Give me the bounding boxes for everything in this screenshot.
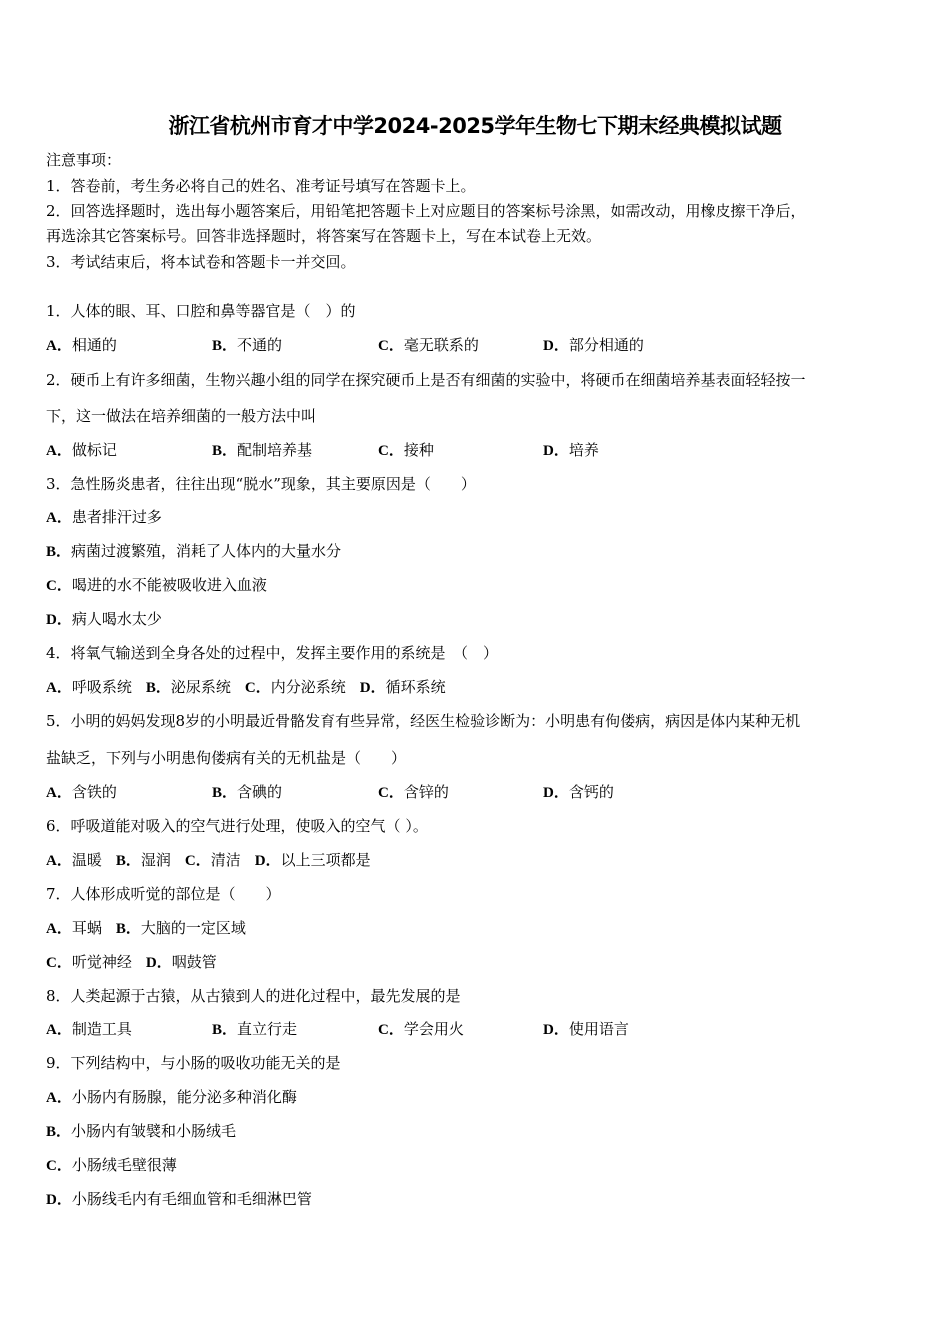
option-text: 听觉神经 [71, 953, 132, 971]
option-letter: B． [145, 680, 171, 696]
option-cell [543, 440, 599, 461]
option-letter: A． [46, 921, 72, 937]
option-letter: D． [543, 1022, 569, 1038]
option-text: 温暖 [71, 851, 102, 869]
option-cell [378, 782, 449, 803]
answer-option [245, 678, 346, 696]
option-row [46, 507, 162, 528]
page-title: 浙江省杭州市育才中学2024-2025学年生物七下期末经典模拟试题 [168, 114, 782, 138]
option-letter: B． [115, 921, 141, 937]
answer-option [212, 783, 282, 801]
option-cell [378, 335, 479, 356]
answer-option [543, 441, 599, 459]
notice-item: 1．答卷前，考生务必将自己的姓名、准考证号填写在答题卡上。 [46, 177, 476, 195]
option-letter: A． [46, 853, 72, 869]
option-letter: B． [46, 544, 72, 560]
notice-item: 3．考试结束后，将本试卷和答题卡一并交回。 [46, 253, 356, 271]
option-letter: B． [212, 785, 238, 801]
question-stem: 2．硬币上有许多细菌，生物兴趣小组的同学在探究硬币上是否有细菌的实验中，将硬币在细菌培养基表面轻轻按一 [46, 371, 806, 389]
option-letter: A． [46, 338, 72, 354]
answer-option [543, 336, 644, 354]
option-text: 病人喝水太少 [71, 610, 162, 628]
option-text: 循环系统 [385, 678, 446, 696]
option-text: 制造工具 [71, 1020, 132, 1038]
option-row [46, 1155, 177, 1176]
option-letter: B． [212, 443, 238, 459]
notice-item: 再选涂其它答案标号。回答非选择题时，将答案写在答题卡上，写在本试卷上无效。 [46, 227, 602, 245]
option-letter: C． [378, 1022, 404, 1038]
question-stem: 5．小明的妈妈发现8岁的小明最近骨骼发育有些异常，经医生检验诊断为：小明患有佝偻病，病因是体内某种无机 [46, 712, 801, 730]
option-cell [46, 440, 117, 461]
option-letter: B． [212, 338, 238, 354]
option-text: 相通的 [71, 336, 117, 354]
answer-option [255, 851, 371, 869]
option-text: 咽鼓管 [171, 953, 217, 971]
answer-option [46, 851, 102, 869]
answer-option [46, 1020, 132, 1038]
option-row [46, 1121, 236, 1142]
option-letter: C． [244, 680, 271, 696]
option-letter: D． [46, 612, 72, 628]
answer-option [212, 441, 312, 459]
option-letter: B． [46, 1124, 72, 1140]
option-letter: A． [46, 1090, 72, 1106]
option-cell [543, 335, 644, 356]
option-line [46, 952, 231, 973]
answer-option [46, 678, 132, 696]
option-text: 含钙的 [568, 783, 614, 801]
answer-option [116, 851, 171, 869]
option-text: 接种 [403, 441, 434, 459]
option-letter: A． [46, 1022, 72, 1038]
answer-option [46, 1190, 312, 1208]
answer-option [543, 783, 614, 801]
option-text: 泌尿系统 [170, 678, 231, 696]
answer-option [543, 1020, 629, 1038]
option-letter: D． [543, 785, 569, 801]
option-text: 配制培养基 [237, 441, 313, 459]
answer-option [212, 1020, 297, 1038]
option-text: 喝进的水不能被吸收进入血液 [71, 576, 267, 594]
option-letter: C． [46, 955, 72, 971]
option-line [46, 677, 460, 698]
option-cell [378, 1019, 464, 1040]
answer-option [46, 441, 117, 459]
option-text: 毫无联系的 [403, 336, 479, 354]
option-text: 不通的 [237, 336, 283, 354]
option-text: 培养 [568, 441, 599, 459]
option-text: 以上三项都是 [280, 851, 371, 869]
question-stem: 4．将氧气输送到全身各处的过程中，发挥主要作用的系统是 （ ） [46, 644, 499, 662]
option-text: 湿润 [140, 851, 171, 869]
question-stem: 下，这一做法在培养细菌的一般方法中叫 [46, 407, 317, 425]
option-text: 直立行走 [237, 1020, 298, 1038]
option-line [46, 918, 260, 939]
answer-option [46, 336, 117, 354]
option-letter: A． [46, 443, 72, 459]
option-letter: D． [46, 1192, 72, 1208]
answer-option [46, 508, 162, 526]
answer-option [46, 953, 132, 971]
answer-option [116, 919, 246, 937]
question-stem: 7．人体形成听觉的部位是（ ） [46, 885, 281, 903]
answer-option [46, 610, 162, 628]
option-text: 含碘的 [237, 783, 283, 801]
option-row [46, 1189, 312, 1210]
option-letter: C． [378, 443, 404, 459]
option-row [46, 609, 162, 630]
option-cell [46, 782, 117, 803]
answer-option [146, 953, 217, 971]
option-letter: D． [254, 853, 281, 869]
option-text: 呼吸系统 [71, 678, 132, 696]
answer-option [46, 1156, 177, 1174]
option-letter: B． [212, 1022, 238, 1038]
notice-heading: 注意事项： [46, 151, 122, 169]
answer-option [360, 678, 446, 696]
option-cell [543, 782, 614, 803]
option-letter: C． [46, 1158, 72, 1174]
answer-option [46, 783, 117, 801]
option-letter: C． [378, 785, 404, 801]
option-row [46, 1087, 297, 1108]
option-text: 部分相通的 [568, 336, 644, 354]
option-cell [46, 1019, 132, 1040]
option-text: 清洁 [210, 851, 241, 869]
option-text: 小肠绒毛壁很薄 [71, 1156, 177, 1174]
option-cell [212, 782, 282, 803]
answer-option [378, 1020, 464, 1038]
answer-option [146, 678, 231, 696]
question-stem: 1．人体的眼、耳、口腔和鼻等器官是（ ）的 [46, 302, 356, 320]
option-letter: D． [359, 680, 386, 696]
option-letter: A． [46, 785, 72, 801]
option-text: 含铁的 [71, 783, 117, 801]
option-cell [212, 1019, 297, 1040]
option-letter: C． [46, 578, 72, 594]
option-cell [543, 1019, 629, 1040]
option-cell [378, 440, 434, 461]
answer-option [46, 1088, 297, 1106]
option-letter: B． [115, 853, 141, 869]
option-text: 患者排汗过多 [71, 508, 162, 526]
option-cell [46, 335, 117, 356]
question-stem: 9．下列结构中，与小肠的吸收功能无关的是 [46, 1054, 341, 1072]
question-stem: 盐缺乏，下列与小明患佝偻病有关的无机盐是（ ） [46, 749, 407, 767]
option-text: 小肠内有皱襞和小肠绒毛 [71, 1122, 237, 1140]
question-stem: 3．急性肠炎患者，往往出现“脱水”现象，其主要原因是（ ） [46, 475, 476, 493]
option-text: 使用语言 [568, 1020, 629, 1038]
answer-option [378, 783, 449, 801]
answer-option [378, 441, 434, 459]
option-letter: C． [378, 338, 404, 354]
option-row [46, 575, 267, 596]
option-text: 学会用火 [403, 1020, 464, 1038]
option-cell [212, 335, 282, 356]
question-stem: 6．呼吸道能对吸入的空气进行处理，使吸入的空气（ ）。 [46, 817, 428, 835]
option-text: 小肠内有肠腺，能分泌多种消化酶 [71, 1088, 297, 1106]
answer-option [46, 1122, 236, 1140]
notice-item: 2．回答选择题时，选出每小题答案后，用铅笔把答题卡上对应题目的答案标号涂黑，如需改动，用橡皮擦干净后， [46, 202, 806, 220]
option-text: 做标记 [71, 441, 117, 459]
option-text: 小肠线毛内有毛细血管和毛细淋巴管 [71, 1190, 312, 1208]
option-letter: D． [145, 955, 172, 971]
question-stem: 8．人类起源于古猿，从古猿到人的进化过程中，最先发展的是 [46, 987, 461, 1005]
option-line [46, 850, 385, 871]
option-letter: A． [46, 680, 72, 696]
option-text: 含锌的 [403, 783, 449, 801]
answer-option [46, 919, 102, 937]
answer-option [378, 336, 479, 354]
option-cell [212, 440, 312, 461]
answer-option [212, 336, 282, 354]
option-text: 大脑的一定区域 [140, 919, 246, 937]
option-row [46, 541, 341, 562]
option-letter: D． [543, 338, 569, 354]
option-letter: A． [46, 510, 72, 526]
answer-option [185, 851, 241, 869]
option-text: 内分泌系统 [270, 678, 346, 696]
option-text: 耳蜗 [71, 919, 102, 937]
answer-option [46, 576, 267, 594]
answer-option [46, 542, 341, 560]
option-letter: D． [543, 443, 569, 459]
option-letter: C． [184, 853, 211, 869]
option-text: 病菌过渡繁殖，消耗了人体内的大量水分 [71, 542, 342, 560]
